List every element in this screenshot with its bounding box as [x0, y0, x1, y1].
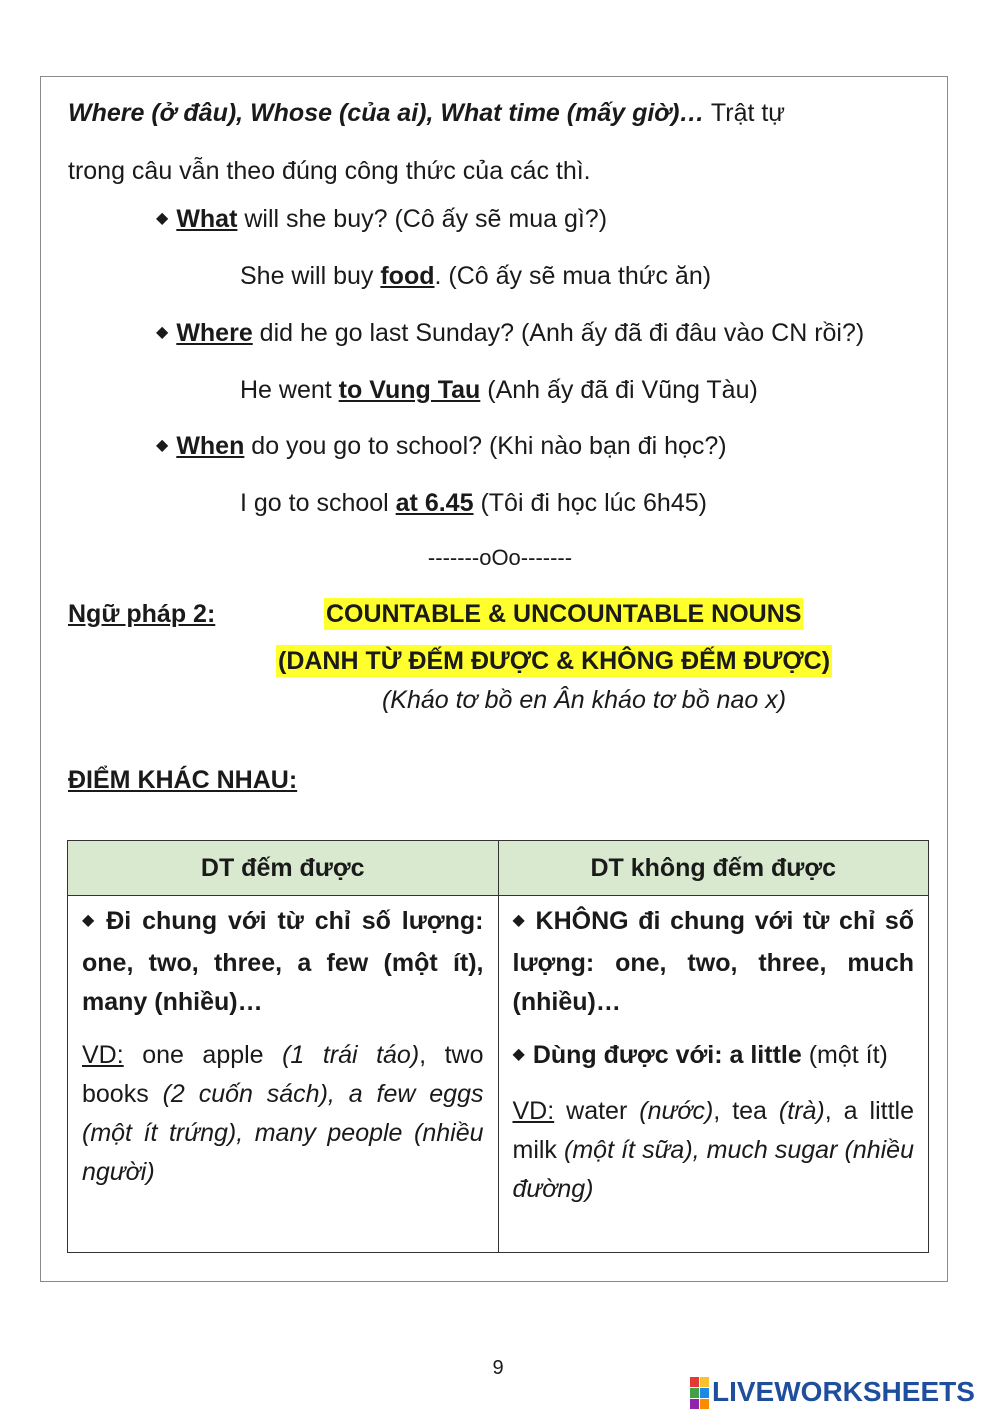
intro-lead: Where (ở đâu), Whose (của ai), What time (mấy giờ)…	[68, 99, 705, 127]
example-question-3	[156, 430, 727, 466]
intro-rest: Trật tự	[704, 99, 786, 127]
example-label: VD:	[512, 1097, 555, 1125]
answer-text: I go to school	[240, 489, 396, 517]
answer-key: to Vung Tau	[338, 376, 481, 404]
intro-line2: trong câu vẫn theo đúng công thức của các thì.	[68, 157, 591, 185]
example-word: , tea	[713, 1097, 779, 1125]
uncountable-rule2-translation: (một ít)	[801, 1041, 888, 1069]
grammar-title-en: COUNTABLE & UNCOUNTABLE NOUNS	[326, 600, 802, 628]
intro-paragraph	[68, 84, 928, 200]
example-translation: (1 trái táo)	[282, 1041, 420, 1069]
question-text: did he go last Sunday? (Anh ấy đã đi đâu vào CN rồi?)	[252, 319, 865, 347]
diamond-bullet-icon: ◆	[156, 437, 169, 454]
example-question-1	[156, 203, 607, 239]
answer-key: at 6.45	[395, 489, 474, 517]
diamond-bullet-icon: ◆	[156, 210, 169, 227]
diamond-bullet-icon: ◆	[512, 1046, 525, 1063]
question-word: What	[176, 205, 238, 233]
differences-heading: ĐIỂM KHÁC NHAU:	[68, 766, 298, 794]
uncountable-rule2: Dùng được với: a little	[532, 1041, 802, 1069]
answer-key: food	[380, 262, 435, 290]
example-translation: (một ít sữa), much sugar (nhiều đường)	[512, 1136, 914, 1203]
header-uncountable: DT không đếm được	[498, 841, 929, 896]
example-answer-1	[240, 260, 711, 292]
answer-translation: (Anh ấy đã đi Vũng Tàu)	[480, 376, 758, 404]
example-word: water	[554, 1097, 640, 1125]
diamond-bullet-icon: ◆	[82, 912, 99, 929]
countable-cell	[68, 896, 499, 1253]
example-answer-2	[240, 374, 758, 406]
example-word: , two books	[82, 1041, 484, 1108]
example-word: one apple	[123, 1041, 283, 1069]
example-translation: (2 cuốn sách), a few eggs (một ít trứng), many people (nhiều người)	[82, 1080, 484, 1186]
uncountable-rule: KHÔNG đi chung với từ chỉ số lượng: one, two, three, much (nhiều)…	[512, 907, 915, 1016]
header-countable: DT đếm được	[68, 841, 499, 896]
example-question-2	[156, 317, 864, 353]
answer-translation: (Tôi đi học lúc 6h45)	[473, 489, 707, 517]
answer-text: He went	[240, 376, 339, 404]
example-label: VD:	[82, 1041, 124, 1069]
diamond-bullet-icon: ◆	[156, 324, 169, 341]
pronunciation-guide: (Kháo tơ bồ en Ân kháo tơ bồ nao x)	[381, 686, 787, 714]
liveworksheets-logo[interactable]	[690, 1376, 975, 1408]
example-translation: (trà)	[778, 1097, 825, 1125]
comparison-table	[67, 840, 929, 1253]
countable-rule: Đi chung với từ chỉ số lượng: one, two, three, a few (một ít), many (nhiều)…	[82, 907, 484, 1016]
grammar-title-vi: (DANH TỪ ĐẾM ĐƯỢC & KHÔNG ĐẾM ĐƯỢC)	[278, 647, 831, 675]
table-header-row	[68, 841, 929, 896]
brand-name: LIVEWORKSHEETS	[712, 1376, 975, 1407]
table-row	[68, 896, 929, 1253]
answer-translation: . (Cô ấy sẽ mua thức ăn)	[434, 262, 712, 290]
section-divider: -------oOo-------	[427, 545, 573, 570]
example-word: , a little milk	[512, 1097, 914, 1164]
question-text: will she buy? (Cô ấy sẽ mua gì?)	[237, 205, 608, 233]
question-word: When	[176, 432, 245, 460]
page-number: 9	[492, 1357, 504, 1379]
example-translation: (nước)	[639, 1097, 714, 1125]
question-word: Where	[176, 319, 253, 347]
diamond-bullet-icon: ◆	[512, 912, 528, 929]
answer-text: She will buy	[240, 262, 381, 290]
liveworksheets-icon	[690, 1377, 708, 1407]
uncountable-cell	[498, 896, 929, 1253]
example-answer-3	[240, 487, 707, 519]
question-text: do you go to school? (Khi nào bạn đi học?)	[244, 432, 727, 460]
grammar-label: Ngữ pháp 2:	[68, 600, 216, 628]
